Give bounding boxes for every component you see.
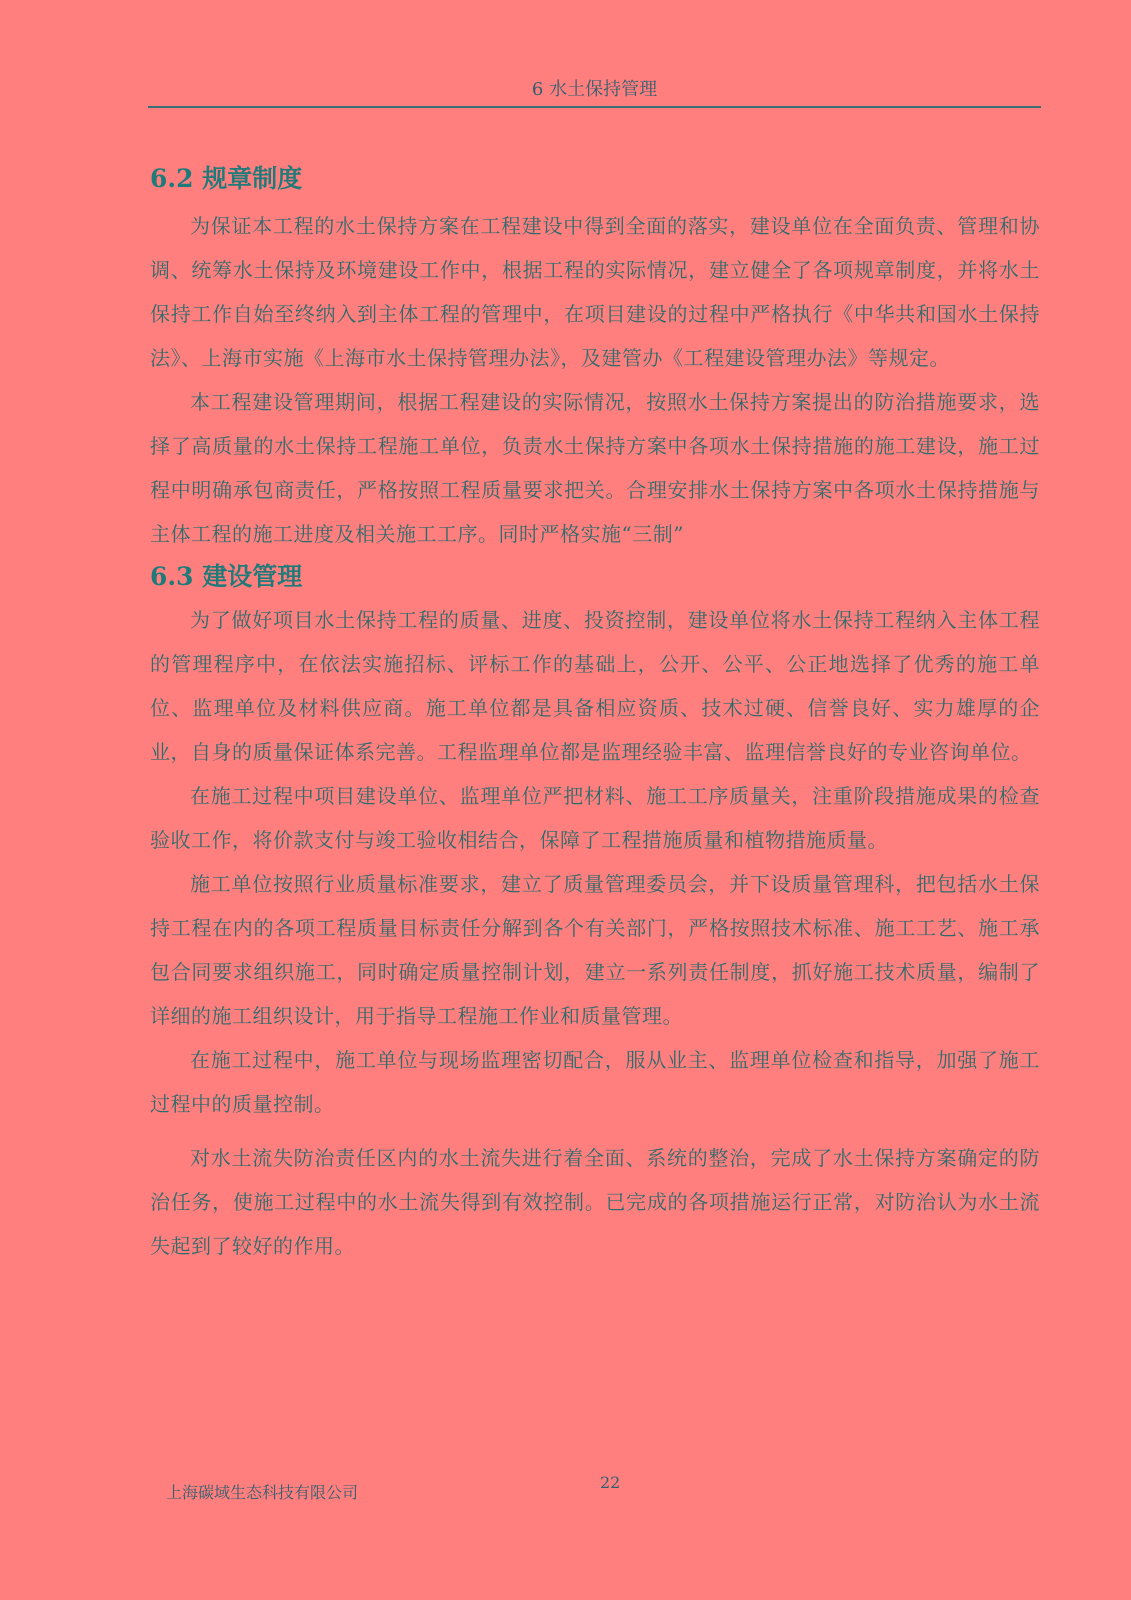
paragraph: 在施工过程中，施工单位与现场监理密切配合，服从业主、监理单位检查和指导，加强了施工过程中的质量控制。 — [150, 1048, 1040, 1116]
page-number: 22 — [600, 1473, 621, 1492]
paragraph: 对水土流失防治责任区内的水土流失进行着全面、系统的整治，完成了水土保持方案确定的防治任务，使施工过程中的水土流失得到有效控制。已完成的各项措施运行正常，对防治认为水土流失起到了较好的作用。 — [150, 1146, 1040, 1258]
document-body — [150, 158, 1040, 1268]
section-heading-6-3: 6.3 建设管理 — [150, 562, 303, 591]
footer-company: 上海碳域生态科技有限公司 — [166, 1483, 359, 1502]
page-header: 6 水土保持管理 — [148, 74, 1041, 108]
paragraph: 在施工过程中项目建设单位、监理单位严把材料、施工工序质量关，注重阶段措施成果的检查验收工作，将价款支付与竣工验收相结合，保障了工程措施质量和植物措施质量。 — [150, 784, 1040, 852]
paragraph: 为了做好项目水土保持工程的质量、进度、投资控制，建设单位将水土保持工程纳入主体工程的管理程序中，在依法实施招标、评标工作的基础上，公开、公平、公正地选择了优秀的施工单位、监理单位及材料供应商。施工单位都是具备相应资质、技术过硬、信誉良好、实力雄厚的企业，自身的质量保证体系完善。工程监理单位都是监理经验丰富、监理信誉良好的专业咨询单位。 — [150, 608, 1040, 764]
paragraph: 为保证本工程的水土保持方案在工程建设中得到全面的落实，建设单位在全面负责、管理和协调、统筹水土保持及环境建设工作中，根据工程的实际情况，建立健全了各项规章制度，并将水土保持工作自始至终纳入到主体工程的管理中，在项目建设的过程中严格执行《中华共和国水土保持法》、上海市实施《上海市水土保持管理办法》，及建管办《工程建设管理办法》等规定。 — [150, 214, 1040, 370]
paragraph: 本工程建设管理期间，根据工程建设的实际情况，按照水土保持方案提出的防治措施要求，选择了高质量的水土保持工程施工单位，负责水土保持方案中各项水土保持措施的施工建设，施工过程中明确承包商责任，严格按照工程质量要求把关。合理安排水土保持方案中各项水土保持措施与主体工程的施工进度及相关施工工序。同时严格实施“三制” — [150, 390, 1040, 546]
section-heading-6-2: 6.2 规章制度 — [150, 164, 303, 193]
paragraph: 施工单位按照行业质量标准要求，建立了质量管理委员会，并下设质量管理科，把包括水土保持工程在内的各项工程质量目标责任分解到各个有关部门，严格按照技术标准、施工工艺、施工承包合同要求组织施工，同时确定质量控制计划，建立一系列责任制度，抓好施工技术质量，编制了详细的施工组织设计，用于指导工程施工作业和质量管理。 — [150, 872, 1040, 1028]
